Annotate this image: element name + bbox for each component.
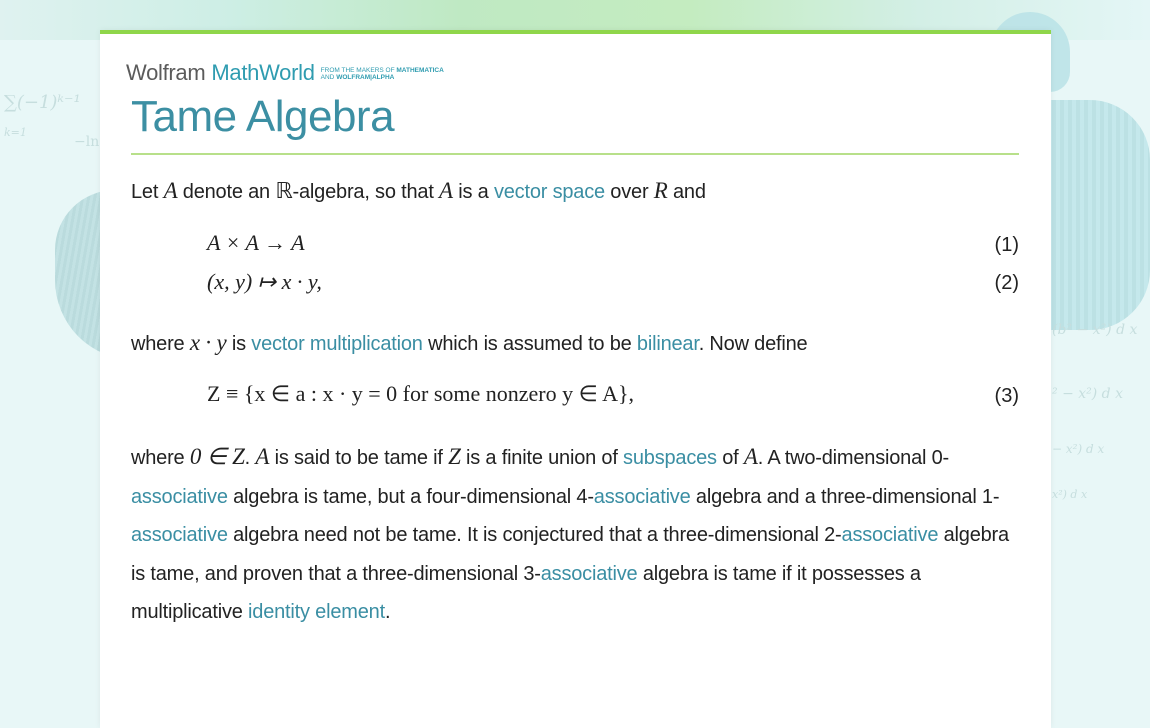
- text: where: [131, 333, 190, 355]
- equation-1: [207, 230, 305, 256]
- math-inline: A: [439, 178, 453, 203]
- background-decoration-right: [1040, 100, 1150, 330]
- equation-1-number: (1): [994, 234, 1019, 256]
- text: is said to be tame if: [269, 447, 449, 469]
- equation-3: [207, 381, 634, 407]
- link-associative-1[interactable]: associative: [131, 485, 228, 508]
- link-subspaces[interactable]: subspaces: [623, 447, 717, 469]
- equation-1-expression: A × A → A: [207, 230, 305, 255]
- math-inline: 0 ∈ Z: [189, 444, 245, 469]
- text: of: [716, 447, 744, 469]
- text: algebra is tame, but a four-dimensional 4-: [227, 485, 594, 508]
- text: algebra is tame, and proven that a three-dimensional 3-: [131, 524, 1009, 585]
- math-inline: A: [255, 444, 270, 469]
- math-inline: R: [653, 178, 668, 203]
- tagline-prefix-2: AND: [320, 74, 337, 81]
- background-math-integral-1: (b² − x²) d x: [1052, 322, 1138, 338]
- background-math-sum-sub: k=1: [4, 126, 27, 139]
- link-associative-5[interactable]: associative: [540, 562, 638, 585]
- background-math-ln: −ln: [74, 134, 100, 150]
- math-inline: A: [163, 178, 178, 203]
- math-inline: A: [743, 444, 758, 469]
- equation-3-number: (3): [994, 385, 1019, 407]
- brand-mathworld: MathWorld: [211, 60, 315, 85]
- article-card: [100, 30, 1051, 728]
- math-inline: x · y: [189, 330, 227, 355]
- text: -algebra, so that: [292, 181, 440, 203]
- title-divider: [131, 153, 1019, 155]
- text: denote an: [177, 181, 276, 203]
- equation-2-number: (2): [994, 272, 1019, 294]
- text: and: [667, 181, 706, 203]
- brand-wolfram: Wolfram: [126, 60, 206, 85]
- paragraph-intro: [131, 172, 1021, 212]
- text: . A two-dimensional 0-: [757, 447, 949, 469]
- link-identity-element[interactable]: identity element: [248, 601, 385, 623]
- text: .: [244, 447, 256, 469]
- background-math-integral-4: x²) d x: [1052, 488, 1088, 501]
- math-inline: ℝ: [275, 178, 293, 203]
- text: algebra need not be tame. It is conjectured that a three-dimensional 2-: [227, 524, 842, 546]
- page-title: Tame Algebra: [131, 92, 395, 141]
- tagline-prefix-1: FROM THE MAKERS OF: [320, 67, 397, 74]
- text: is: [226, 333, 252, 355]
- link-associative-3[interactable]: associative: [131, 524, 228, 546]
- link-associative-2[interactable]: associative: [593, 485, 691, 508]
- math-inline: Z: [448, 444, 461, 469]
- link-associative-4[interactable]: associative: [841, 524, 939, 546]
- equation-3-expression: Z ≡ {x ∈ a : x · y = 0 for some nonzero y ∈ A},: [207, 381, 635, 406]
- text: .: [384, 601, 391, 623]
- paragraph-multiplication: [131, 324, 1021, 364]
- brand-tagline: [321, 67, 444, 81]
- text: . Now define: [698, 333, 808, 355]
- equation-2: [207, 269, 322, 295]
- site-logo[interactable]: [126, 60, 444, 86]
- text: is a finite union of: [460, 447, 624, 469]
- background-math-integral-2: ² − x²) d x: [1052, 386, 1123, 402]
- background-math-sum: ∑(−1)ᵏ⁻¹: [4, 92, 81, 113]
- link-bilinear[interactable]: bilinear: [636, 333, 699, 355]
- text: where: [131, 447, 190, 469]
- text: which is assumed to be: [422, 333, 637, 355]
- background-math-integral-3: − x²) d x: [1052, 442, 1105, 456]
- link-vector-multiplication[interactable]: vector multiplication: [251, 333, 423, 355]
- text: algebra and a three-dimensional 1-: [690, 485, 1000, 508]
- text: over: [604, 181, 654, 203]
- paragraph-definition: [131, 438, 1021, 632]
- text: Let: [131, 181, 164, 203]
- equation-2-expression: (x, y) ↦ x · y,: [207, 269, 322, 294]
- link-vector-space[interactable]: vector space: [493, 181, 605, 203]
- text: algebra is tame if it possesses a multiplicative: [131, 562, 921, 623]
- tagline-wolfram-alpha: WOLFRAM|ALPHA: [336, 74, 395, 81]
- text: is a: [452, 181, 494, 203]
- tagline-mathematica: MATHEMATICA: [396, 67, 444, 74]
